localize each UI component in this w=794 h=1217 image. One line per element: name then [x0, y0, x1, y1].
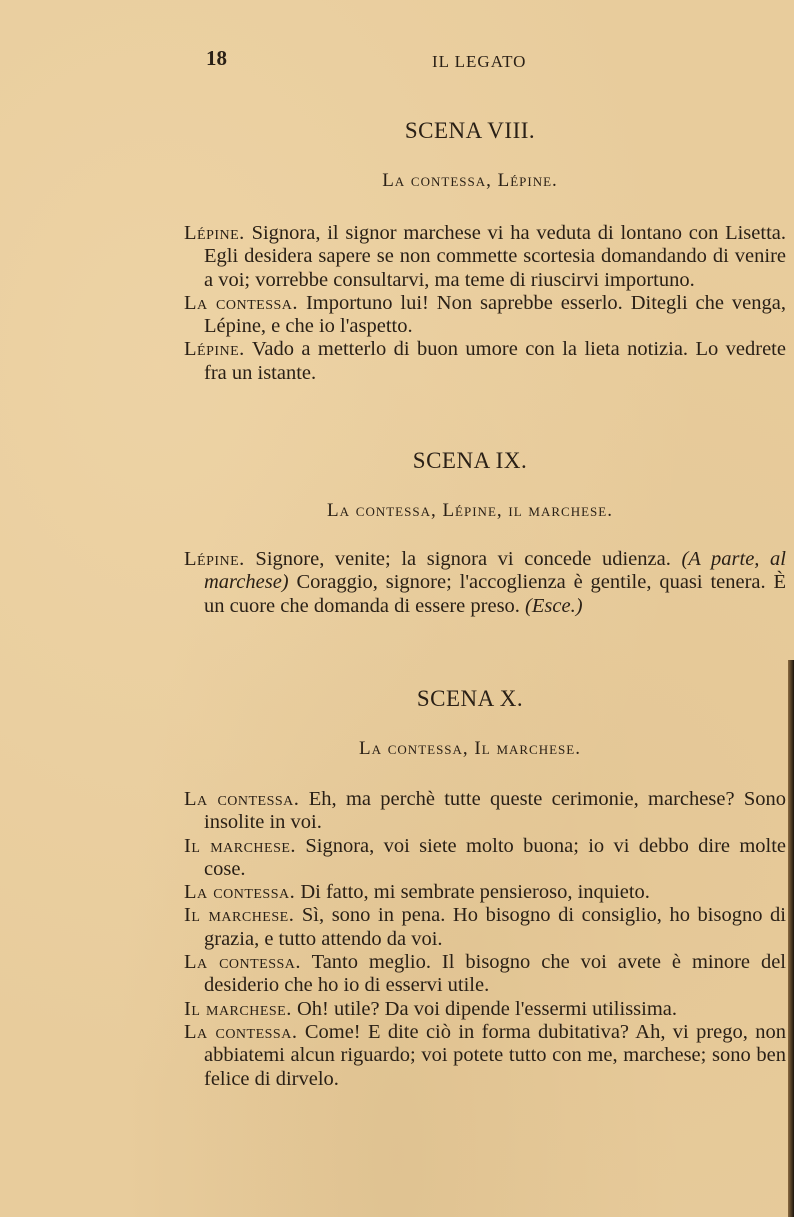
running-title: IL LEGATO: [432, 52, 527, 71]
speaker: Il marchese.: [184, 997, 292, 1020]
speaker: Lépine.: [184, 222, 245, 244]
speech-text: Sì, sono in pena. Ho bisogno di consiglio, ho bisogno di grazia, e tutto attendo da voi.: [204, 904, 786, 950]
speech: [184, 835, 786, 882]
speech-text: Signora, voi siete molto buona; io vi debbo dire molte cose.: [204, 834, 786, 880]
scene-title: SCENA IX.: [412, 448, 528, 473]
speech: [184, 548, 786, 618]
page-number: 18: [206, 46, 227, 70]
speaker: Lépine.: [184, 548, 245, 570]
speech: [184, 1021, 786, 1091]
page-header: [206, 46, 794, 76]
speaker: Lépine.: [184, 338, 245, 361]
speech: [184, 788, 786, 835]
speech-text: Come! E dite ciò in forma dubitativa? Ah, vi prego, non abbiatemi alcun riguardo; voi potete tutto con me, marchese; sono ben felice di dirvelo.: [204, 1020, 787, 1090]
speaker: La contessa.: [184, 951, 302, 974]
speech: [184, 904, 786, 951]
speech: [184, 338, 786, 385]
speech-text: Tanto meglio. Il bisogno che voi avete è minore del desiderio che ho io di esservi utile.: [204, 951, 786, 997]
speaker: La contessa.: [184, 788, 300, 810]
speaker: La contessa.: [184, 291, 299, 314]
scene-dialogue: [184, 548, 786, 618]
speech-text: Signore, venite; la signora vi concede udienza.: [255, 548, 671, 570]
speaker: Il marchese.: [184, 834, 297, 857]
speaker: La contessa.: [184, 881, 296, 904]
scene-cast: La contessa, Lépine.: [382, 170, 558, 191]
speech-text: Eh, ma perchè tutte queste cerimonie, marchese? Sono insolite in voi.: [204, 788, 786, 834]
scene-title: SCENA VIII.: [404, 118, 536, 143]
stage-direction: (A parte, al marchese): [204, 548, 786, 594]
speech: [184, 951, 786, 998]
speech-text: Importuno lui! Non saprebbe esserlo. Ditegli che venga, Lépine, e che io l'aspetto.: [204, 291, 786, 338]
speech-text: Oh! utile? Da voi dipende l'essermi utilissima.: [297, 997, 678, 1020]
page-edge-shadow: [788, 660, 794, 1217]
scene-cast: La contessa, Lépine, il marchese.: [327, 500, 613, 521]
speech: [184, 998, 786, 1021]
speech-text: Coraggio, signore; l'accoglienza è gentile, quasi tenera. È un cuore che domanda di essere preso.: [204, 571, 787, 617]
scene-dialogue: [184, 222, 786, 385]
speech: [184, 881, 786, 904]
speech: [184, 222, 786, 292]
speaker: Il marchese.: [184, 904, 295, 927]
stage-direction-exit: (Esce.): [525, 594, 583, 617]
scene-cast: La contessa, Il marchese.: [359, 738, 581, 759]
speaker: La contessa.: [184, 1020, 298, 1043]
scene-dialogue: [184, 788, 786, 1091]
speech: [184, 292, 786, 339]
speech-text: Signora, il signor marchese vi ha veduta di lontano con Lisetta. Egli desidera sapere se non commette scortesia domandando di venire a voi; vorrebbe consultarvi, ma teme di riuscirvi importuno.: [204, 222, 786, 291]
speech-text: Di fatto, mi sembrate pensieroso, inquieto.: [300, 881, 650, 904]
scene-title: SCENA X.: [416, 686, 524, 711]
speech-text: Vado a metterlo di buon umore con la lieta notizia. Lo vedrete fra un istante.: [204, 338, 786, 384]
